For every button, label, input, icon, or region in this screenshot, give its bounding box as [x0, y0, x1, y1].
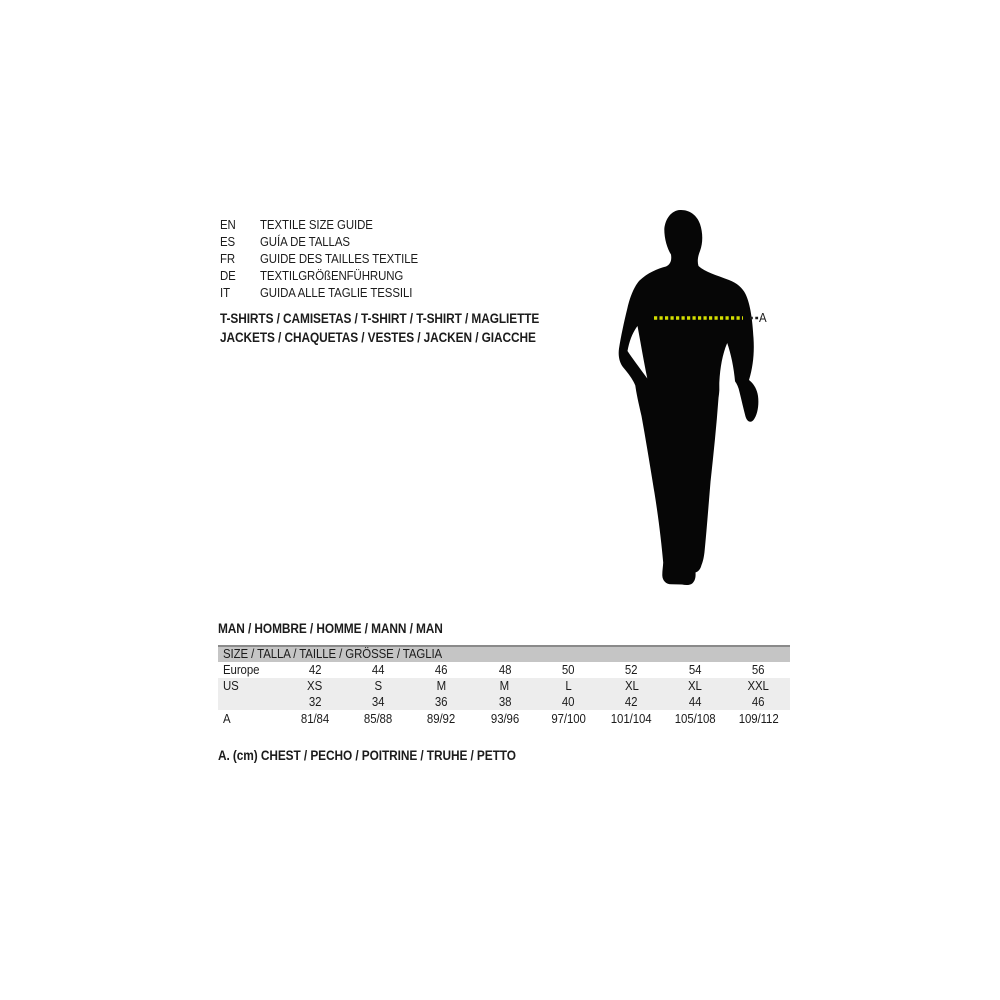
table-cell: XXL	[747, 678, 769, 693]
table-cell: XL	[624, 678, 639, 693]
language-row-de	[220, 268, 440, 285]
language-row-es	[220, 234, 440, 251]
language-row-fr	[220, 251, 440, 268]
language-row-it	[220, 285, 440, 302]
table-cell: 44	[688, 694, 702, 709]
product-line-tshirts: T-SHIRTS / CAMISETAS / T-SHIRT / T-SHIRT / MAGLIETTE	[220, 311, 540, 326]
language-code: IT	[220, 284, 230, 300]
man-silhouette-shape	[619, 210, 759, 585]
measure-label-a: A	[759, 310, 767, 325]
table-row-us	[218, 678, 790, 694]
language-label: GUÍA DE TALLAS	[260, 233, 350, 249]
table-cell: 101/104	[611, 711, 652, 726]
table-cell: 32	[308, 694, 321, 709]
language-list	[220, 217, 440, 302]
table-cell: 46	[752, 694, 765, 709]
man-silhouette-icon	[600, 190, 800, 590]
table-cell: 34	[371, 694, 385, 709]
table-cell: 105/108	[674, 711, 716, 726]
table-cell: 50	[561, 662, 575, 677]
table-cell: 89/92	[427, 711, 456, 726]
measurement-footnote: A. (cm) CHEST / PECHO / POITRINE / TRUHE / PETTO	[218, 748, 516, 763]
language-code: FR	[220, 250, 236, 266]
table-cell: M	[436, 678, 447, 693]
row-label	[218, 694, 283, 710]
man-silhouette-figure	[600, 190, 800, 590]
language-label: GUIDE DES TAILLES TEXTILE	[260, 250, 419, 266]
language-row-en	[220, 217, 440, 234]
table-cell: 48	[498, 662, 512, 677]
product-line-jackets: JACKETS / CHAQUETAS / VESTES / JACKEN / GIACCHE	[220, 330, 536, 345]
size-table-header: SIZE / TALLA / TAILLE / GRÖSSE / TAGLIA	[218, 645, 790, 662]
table-cell: 85/88	[363, 711, 393, 726]
table-row-europe	[218, 662, 790, 678]
row-label: A	[223, 711, 231, 726]
table-cell: 40	[561, 694, 575, 709]
row-label: Europe	[223, 662, 260, 677]
table-cell: 38	[498, 694, 512, 709]
table-cell: S	[374, 678, 382, 693]
table-cell: 54	[688, 662, 702, 677]
table-cell: L	[565, 678, 572, 693]
table-cell: XL	[688, 678, 702, 693]
table-cell: XS	[307, 678, 323, 693]
table-cell: 44	[371, 662, 385, 677]
table-cell: 97/100	[550, 711, 586, 726]
table-cell: 81/84	[300, 711, 329, 726]
language-code: ES	[220, 233, 236, 249]
table-cell: M	[500, 678, 510, 693]
table-cell: 36	[435, 694, 448, 709]
table-cell: 56	[752, 662, 765, 677]
table-cell: 109/112	[738, 711, 779, 726]
table-cell: 46	[435, 662, 448, 677]
product-category-lines	[220, 309, 583, 347]
size-table	[218, 645, 790, 728]
language-label: GUIDA ALLE TAGLIE TESSILI	[260, 284, 413, 300]
row-label: US	[223, 678, 239, 693]
table-row-chest-a	[218, 710, 790, 728]
table-cell: 42	[625, 694, 638, 709]
table-cell: 52	[625, 662, 638, 677]
language-label: TEXTILE SIZE GUIDE	[260, 217, 373, 232]
language-code: EN	[220, 217, 236, 232]
section-title: MAN / HOMBRE / HOMME / MANN / MAN	[218, 621, 443, 636]
table-row-numeric	[218, 694, 790, 710]
language-code: DE	[220, 267, 236, 283]
table-cell: 93/96	[490, 711, 519, 726]
table-cell: 42	[308, 662, 321, 677]
language-label: TEXTILGRÖßENFÜHRUNG	[260, 267, 404, 283]
